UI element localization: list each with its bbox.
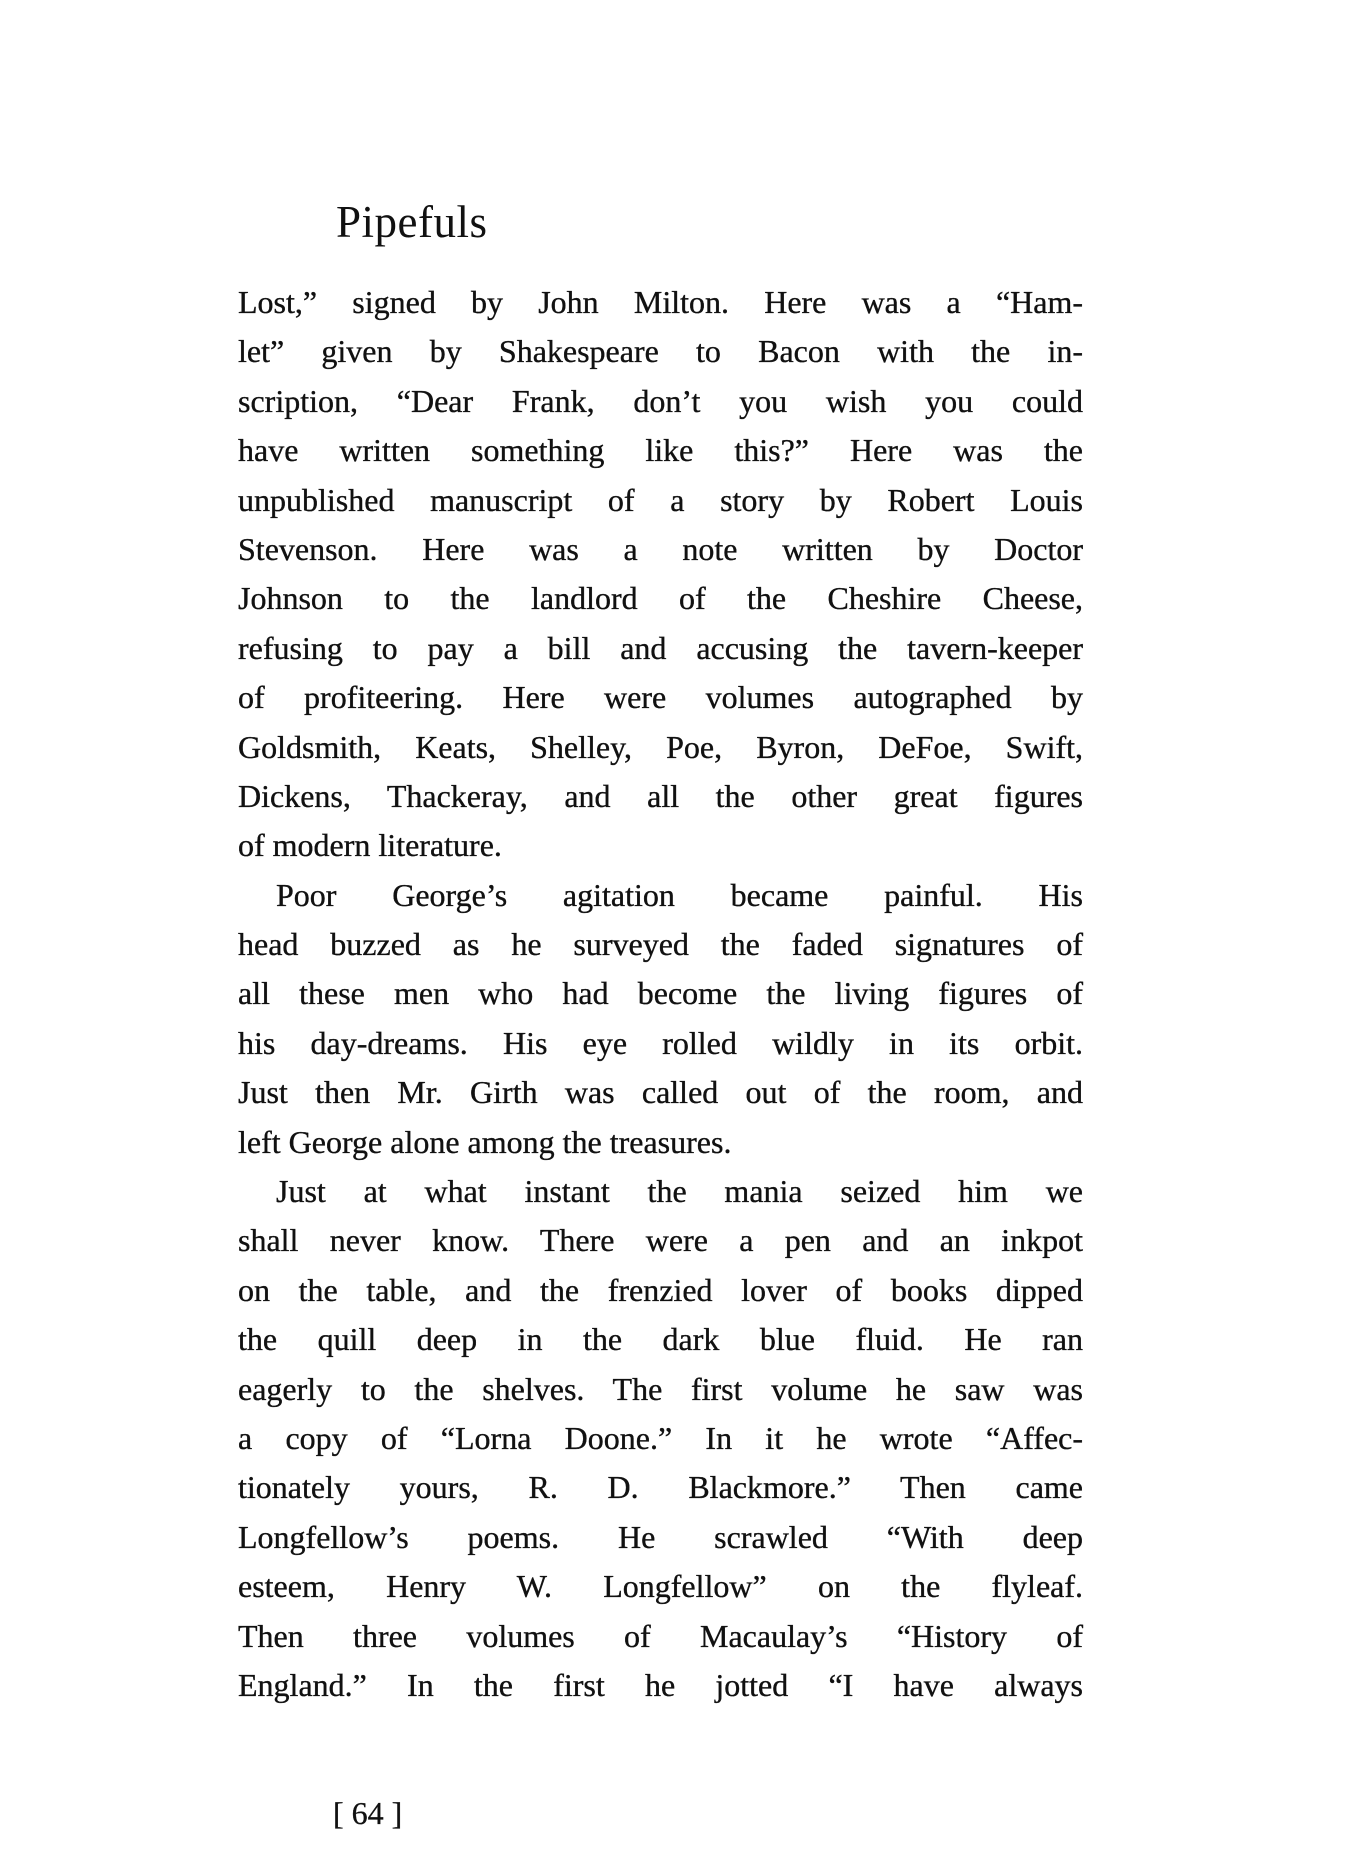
text-line: refusing to pay a bill and accusing the tavern-keeper (238, 629, 1083, 666)
text-line: esteem, Henry W. Longfellow” on the flyleaf. (238, 1568, 1083, 1605)
text-line: head buzzed as he surveyed the faded signatures of (238, 926, 1083, 963)
text-line: tionately yours, R. D. Blackmore.” Then came (238, 1469, 1083, 1506)
body-text (238, 278, 1083, 1710)
paragraph (238, 1167, 1083, 1710)
paragraph (238, 871, 1083, 1167)
running-head: Pipefuls (336, 197, 488, 247)
text-line: England.” In the first he jotted “I have always (238, 1666, 1083, 1703)
text-line: on the table, and the frenzied lover of books dipped (238, 1271, 1083, 1308)
text-line: his day-dreams. His eye rolled wildly in its orbit. (238, 1024, 1083, 1061)
text-line: have written something like this?” Here was the (238, 432, 1083, 469)
text-line: Just then Mr. Girth was called out of the room, and (238, 1074, 1083, 1111)
text-line: Poor George’s agitation became painful. His (276, 876, 1083, 913)
text-line: scription, “Dear Frank, don’t you wish you could (238, 382, 1083, 419)
text-line: a copy of “Lorna Doone.” In it he wrote “Affec- (238, 1419, 1083, 1456)
text-line: Just at what instant the mania seized him we (276, 1173, 1083, 1210)
text-line: of profiteering. Here were volumes autographed by (238, 679, 1083, 716)
text-line: Dickens, Thackeray, and all the other great figures (238, 777, 1083, 814)
text-line: left George alone among the treasures. (238, 1123, 732, 1160)
text-line: Longfellow’s poems. He scrawled “With deep (238, 1518, 1083, 1555)
text-line: eagerly to the shelves. The first volume he saw was (238, 1370, 1083, 1407)
text-line: let” given by Shakespeare to Bacon with the in- (238, 333, 1083, 370)
paragraph (238, 278, 1083, 871)
text-line: Stevenson. Here was a note written by Doctor (238, 530, 1083, 567)
page-number: [ 64 ] (333, 1795, 403, 1831)
text-line: Johnson to the landlord of the Cheshire Cheese, (238, 580, 1083, 617)
text-line: shall never know. There were a pen and an inkpot (238, 1222, 1083, 1259)
text-line: all these men who had become the living figures of (238, 975, 1083, 1012)
text-line: Lost,” signed by John Milton. Here was a “Ham- (238, 284, 1083, 320)
text-line: Goldsmith, Keats, Shelley, Poe, Byron, DeFoe, Swift, (238, 728, 1083, 765)
text-line: of modern literature. (238, 827, 502, 864)
text-line: unpublished manuscript of a story by Robert Louis (238, 481, 1083, 518)
text-line: Then three volumes of Macaulay’s “History of (238, 1617, 1083, 1654)
text-line: the quill deep in the dark blue fluid. He ran (238, 1321, 1083, 1358)
